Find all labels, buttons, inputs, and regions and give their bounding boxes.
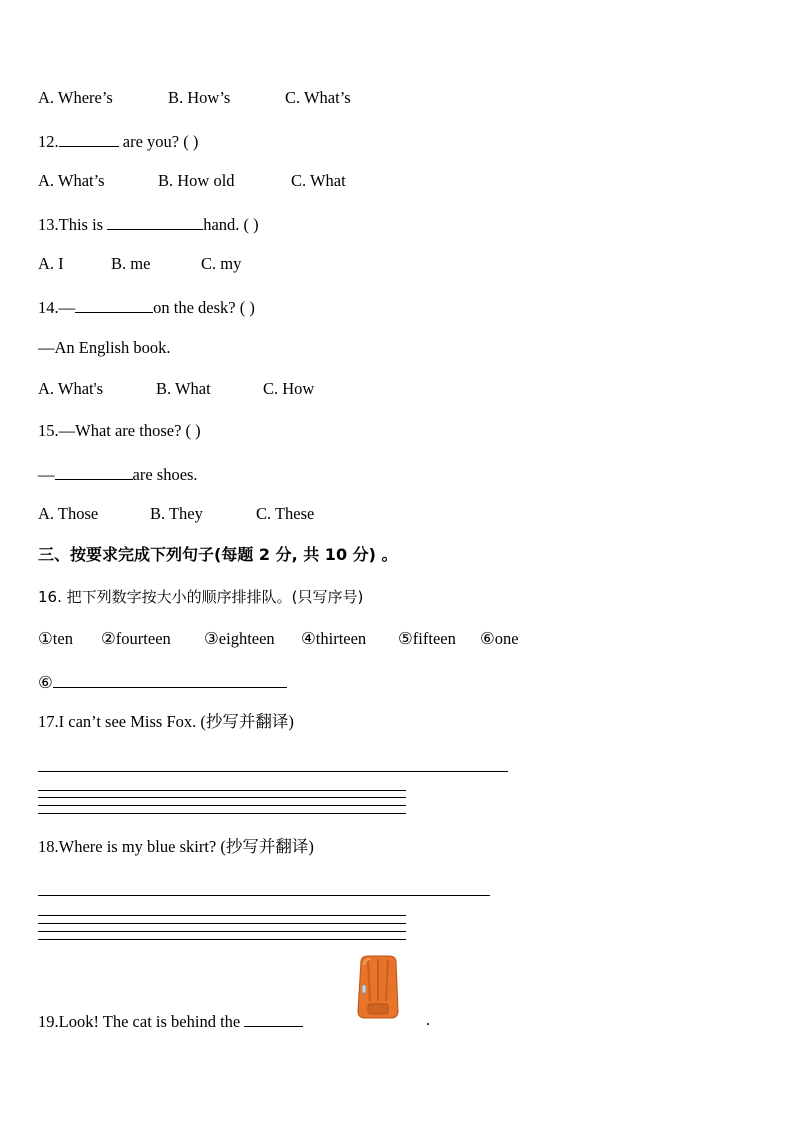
q16-item-3: ③eighteen bbox=[204, 629, 275, 648]
q15-question: 15.—What are those? ( ) bbox=[38, 421, 201, 440]
q18-translation-line[interactable] bbox=[38, 895, 490, 896]
q16-prompt: 16. 把下列数字按大小的顺序排排队。(只写序号) bbox=[38, 588, 364, 606]
q13-blank bbox=[107, 213, 203, 230]
q11-options bbox=[38, 88, 351, 108]
q12-blank bbox=[59, 130, 119, 147]
q17-copy-line-3[interactable] bbox=[38, 805, 406, 806]
q17-translation-line[interactable] bbox=[38, 771, 508, 772]
q14-question bbox=[38, 296, 255, 318]
q13-option-b: B. me bbox=[111, 254, 151, 273]
q11-option-c: C. What’s bbox=[285, 88, 351, 107]
q13-options bbox=[38, 254, 241, 274]
q12-option-c: C. What bbox=[291, 171, 346, 190]
q16-item-1: ①ten bbox=[38, 629, 73, 648]
q14-text: on the desk? ( ) bbox=[153, 298, 255, 317]
q11-option-b: B. How’s bbox=[168, 88, 231, 107]
q15-option-b: B. They bbox=[150, 504, 203, 523]
q15-dash: — bbox=[38, 465, 55, 484]
q16-answer-prefix: ⑥ bbox=[38, 673, 53, 692]
q18-copy-line-2[interactable] bbox=[38, 923, 406, 924]
q14-option-c: C. How bbox=[263, 379, 315, 398]
q15-option-a: A. Those bbox=[38, 504, 99, 523]
q13-number: 13.This is bbox=[38, 215, 104, 234]
q11-option-a: A. Where’s bbox=[38, 88, 113, 107]
q17-prompt: 17.I can’t see Miss Fox. (抄写并翻译) bbox=[38, 712, 294, 731]
q12-option-a: A. What’s bbox=[38, 171, 105, 190]
q15-text: are shoes. bbox=[132, 465, 198, 484]
q16-items bbox=[38, 629, 519, 649]
q13-text: hand. ( ) bbox=[203, 215, 259, 234]
q16-item-2: ②fourteen bbox=[101, 629, 171, 648]
q14-options bbox=[38, 379, 314, 399]
q17-copy-line-1[interactable] bbox=[38, 790, 406, 791]
q16-item-4: ④thirteen bbox=[301, 629, 367, 648]
q18-copy-line-4[interactable] bbox=[38, 939, 406, 940]
q12-text: are you? ( ) bbox=[122, 132, 199, 151]
q19-period: . bbox=[426, 1010, 431, 1029]
q13-question bbox=[38, 213, 259, 235]
q14-option-b: B. What bbox=[156, 379, 211, 398]
q14-number: 14.— bbox=[38, 298, 76, 317]
q19-question bbox=[38, 1010, 303, 1032]
q16-answer-blank[interactable] bbox=[53, 671, 287, 688]
q19-blank[interactable] bbox=[244, 1010, 303, 1027]
q14-option-a: A. What's bbox=[38, 379, 103, 398]
q17-copy-line-4[interactable] bbox=[38, 813, 406, 814]
q12-option-b: B. How old bbox=[158, 171, 235, 190]
q17-copy-line-2[interactable] bbox=[38, 797, 406, 798]
q12-options bbox=[38, 171, 346, 191]
q16-item-6: ⑥one bbox=[480, 629, 519, 648]
q14-answer: —An English book. bbox=[38, 338, 171, 357]
section-heading: 三、按要求完成下列句子(每题 2 分, 共 10 分) 。 bbox=[38, 545, 398, 564]
q19-text: 19.Look! The cat is behind the bbox=[38, 1012, 241, 1031]
q18-copy-line-1[interactable] bbox=[38, 915, 406, 916]
q15-blank bbox=[55, 463, 133, 480]
q12-number: 12. bbox=[38, 132, 59, 151]
q16-item-5: ⑤fifteen bbox=[398, 629, 456, 648]
q18-prompt: 18.Where is my blue skirt? (抄写并翻译) bbox=[38, 837, 314, 856]
q12-question bbox=[38, 130, 198, 152]
q18-copy-line-3[interactable] bbox=[38, 931, 406, 932]
q14-blank bbox=[75, 296, 153, 313]
q16-answer-line bbox=[38, 671, 287, 693]
q13-option-a: A. I bbox=[38, 254, 64, 273]
q15-options bbox=[38, 504, 314, 524]
q15-answer-line bbox=[38, 463, 198, 485]
q13-option-c: C. my bbox=[201, 254, 242, 273]
q15-option-c: C. These bbox=[256, 504, 315, 523]
cabinet-icon bbox=[356, 955, 400, 1024]
